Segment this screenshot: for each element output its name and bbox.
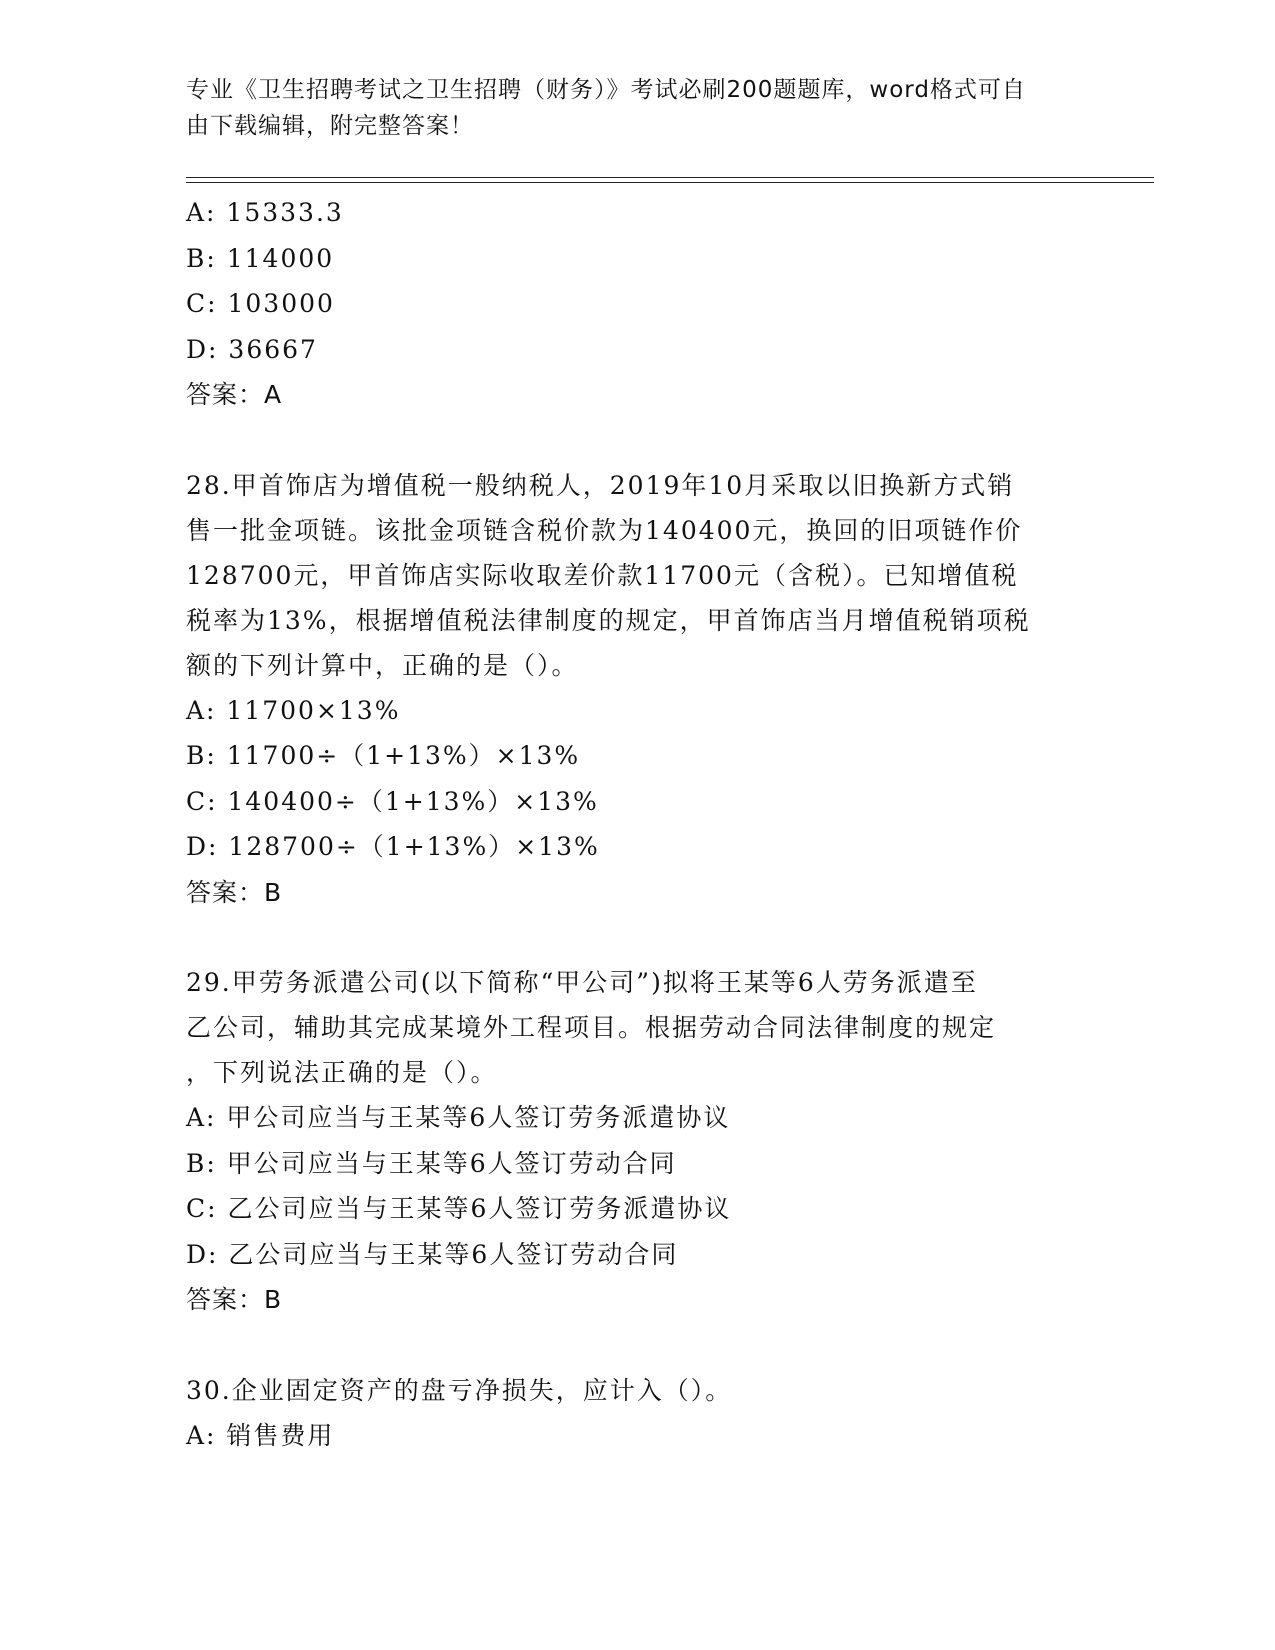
option-b: B: 114000 — [186, 243, 335, 273]
option-d: D: 128700÷（1+13%）×13% — [186, 832, 600, 861]
question-line: 28.甲首饰店为增值税一般纳税人，2019年10月采取以旧换新方式销 — [186, 470, 1015, 500]
question-28 — [186, 463, 1086, 916]
option-c: C: 103000 — [186, 289, 335, 318]
spacer — [186, 915, 1086, 960]
header-divider-top — [186, 177, 1154, 178]
header-divider-bottom — [186, 182, 1154, 183]
question-line: 128700元，甲首饰店实际收取差价款11700元（含税）。已知增值税 — [186, 560, 1019, 590]
option-a: A: 11700×13% — [186, 695, 401, 725]
answer: 答案：B — [186, 877, 283, 907]
option-c: C: 乙公司应当与王某等6人签订劳务派遣协议 — [186, 1194, 732, 1223]
question-text — [186, 463, 1086, 688]
question-line: ，下列说法正确的是（）。 — [186, 1058, 498, 1087]
question-text — [186, 960, 1086, 1095]
question-27 — [186, 190, 1086, 418]
answer: 答案：A — [186, 380, 283, 409]
question-line: 额的下列计算中，正确的是（）。 — [186, 650, 579, 680]
answer: 答案：B — [186, 1285, 283, 1314]
header-line-2: 由下载编辑，附完整答案！ — [186, 113, 474, 139]
question-30 — [186, 1368, 1086, 1459]
option-a: A: 销售费用 — [186, 1420, 335, 1450]
question-29 — [186, 960, 1086, 1323]
question-line: 税率为13%，根据增值税法律制度的规定，甲首饰店当月增值税销项税 — [186, 605, 1031, 635]
question-line: 30.企业固定资产的盘亏净损失，应计入（）。 — [186, 1375, 733, 1405]
option-c: C: 140400÷（1+13%）×13% — [186, 786, 599, 816]
question-content — [186, 190, 1086, 1458]
option-a: A: 甲公司应当与王某等6人签订劳务派遣协议 — [186, 1103, 731, 1132]
option-d: D: 36667 — [186, 334, 318, 364]
spacer — [186, 418, 1086, 463]
question-line: 乙公司，辅助其完成某境外工程项目。根据劳动合同法律制度的规定 — [186, 1013, 997, 1042]
question-line: 售一批金项链。该批金项链含税价款为140400元，换回的旧项链作价 — [186, 515, 1023, 545]
spacer — [186, 1323, 1086, 1368]
header-line-1: 专业《卫生招聘考试之卫生招聘（财务）》考试必刷200题题库，word格式可自 — [186, 77, 1026, 103]
question-text — [186, 1368, 1086, 1413]
option-b: B: 甲公司应当与王某等6人签订劳动合同 — [186, 1148, 677, 1178]
document-header — [186, 72, 1066, 144]
option-a: A: 15333.3 — [186, 198, 344, 227]
question-line: 29.甲劳务派遣公司(以下简称“甲公司”)拟将王某等6人劳务派遣至 — [186, 968, 978, 997]
option-d: D: 乙公司应当与王某等6人签订劳动合同 — [186, 1239, 679, 1269]
option-b: B: 11700÷（1+13%）×13% — [186, 741, 581, 770]
